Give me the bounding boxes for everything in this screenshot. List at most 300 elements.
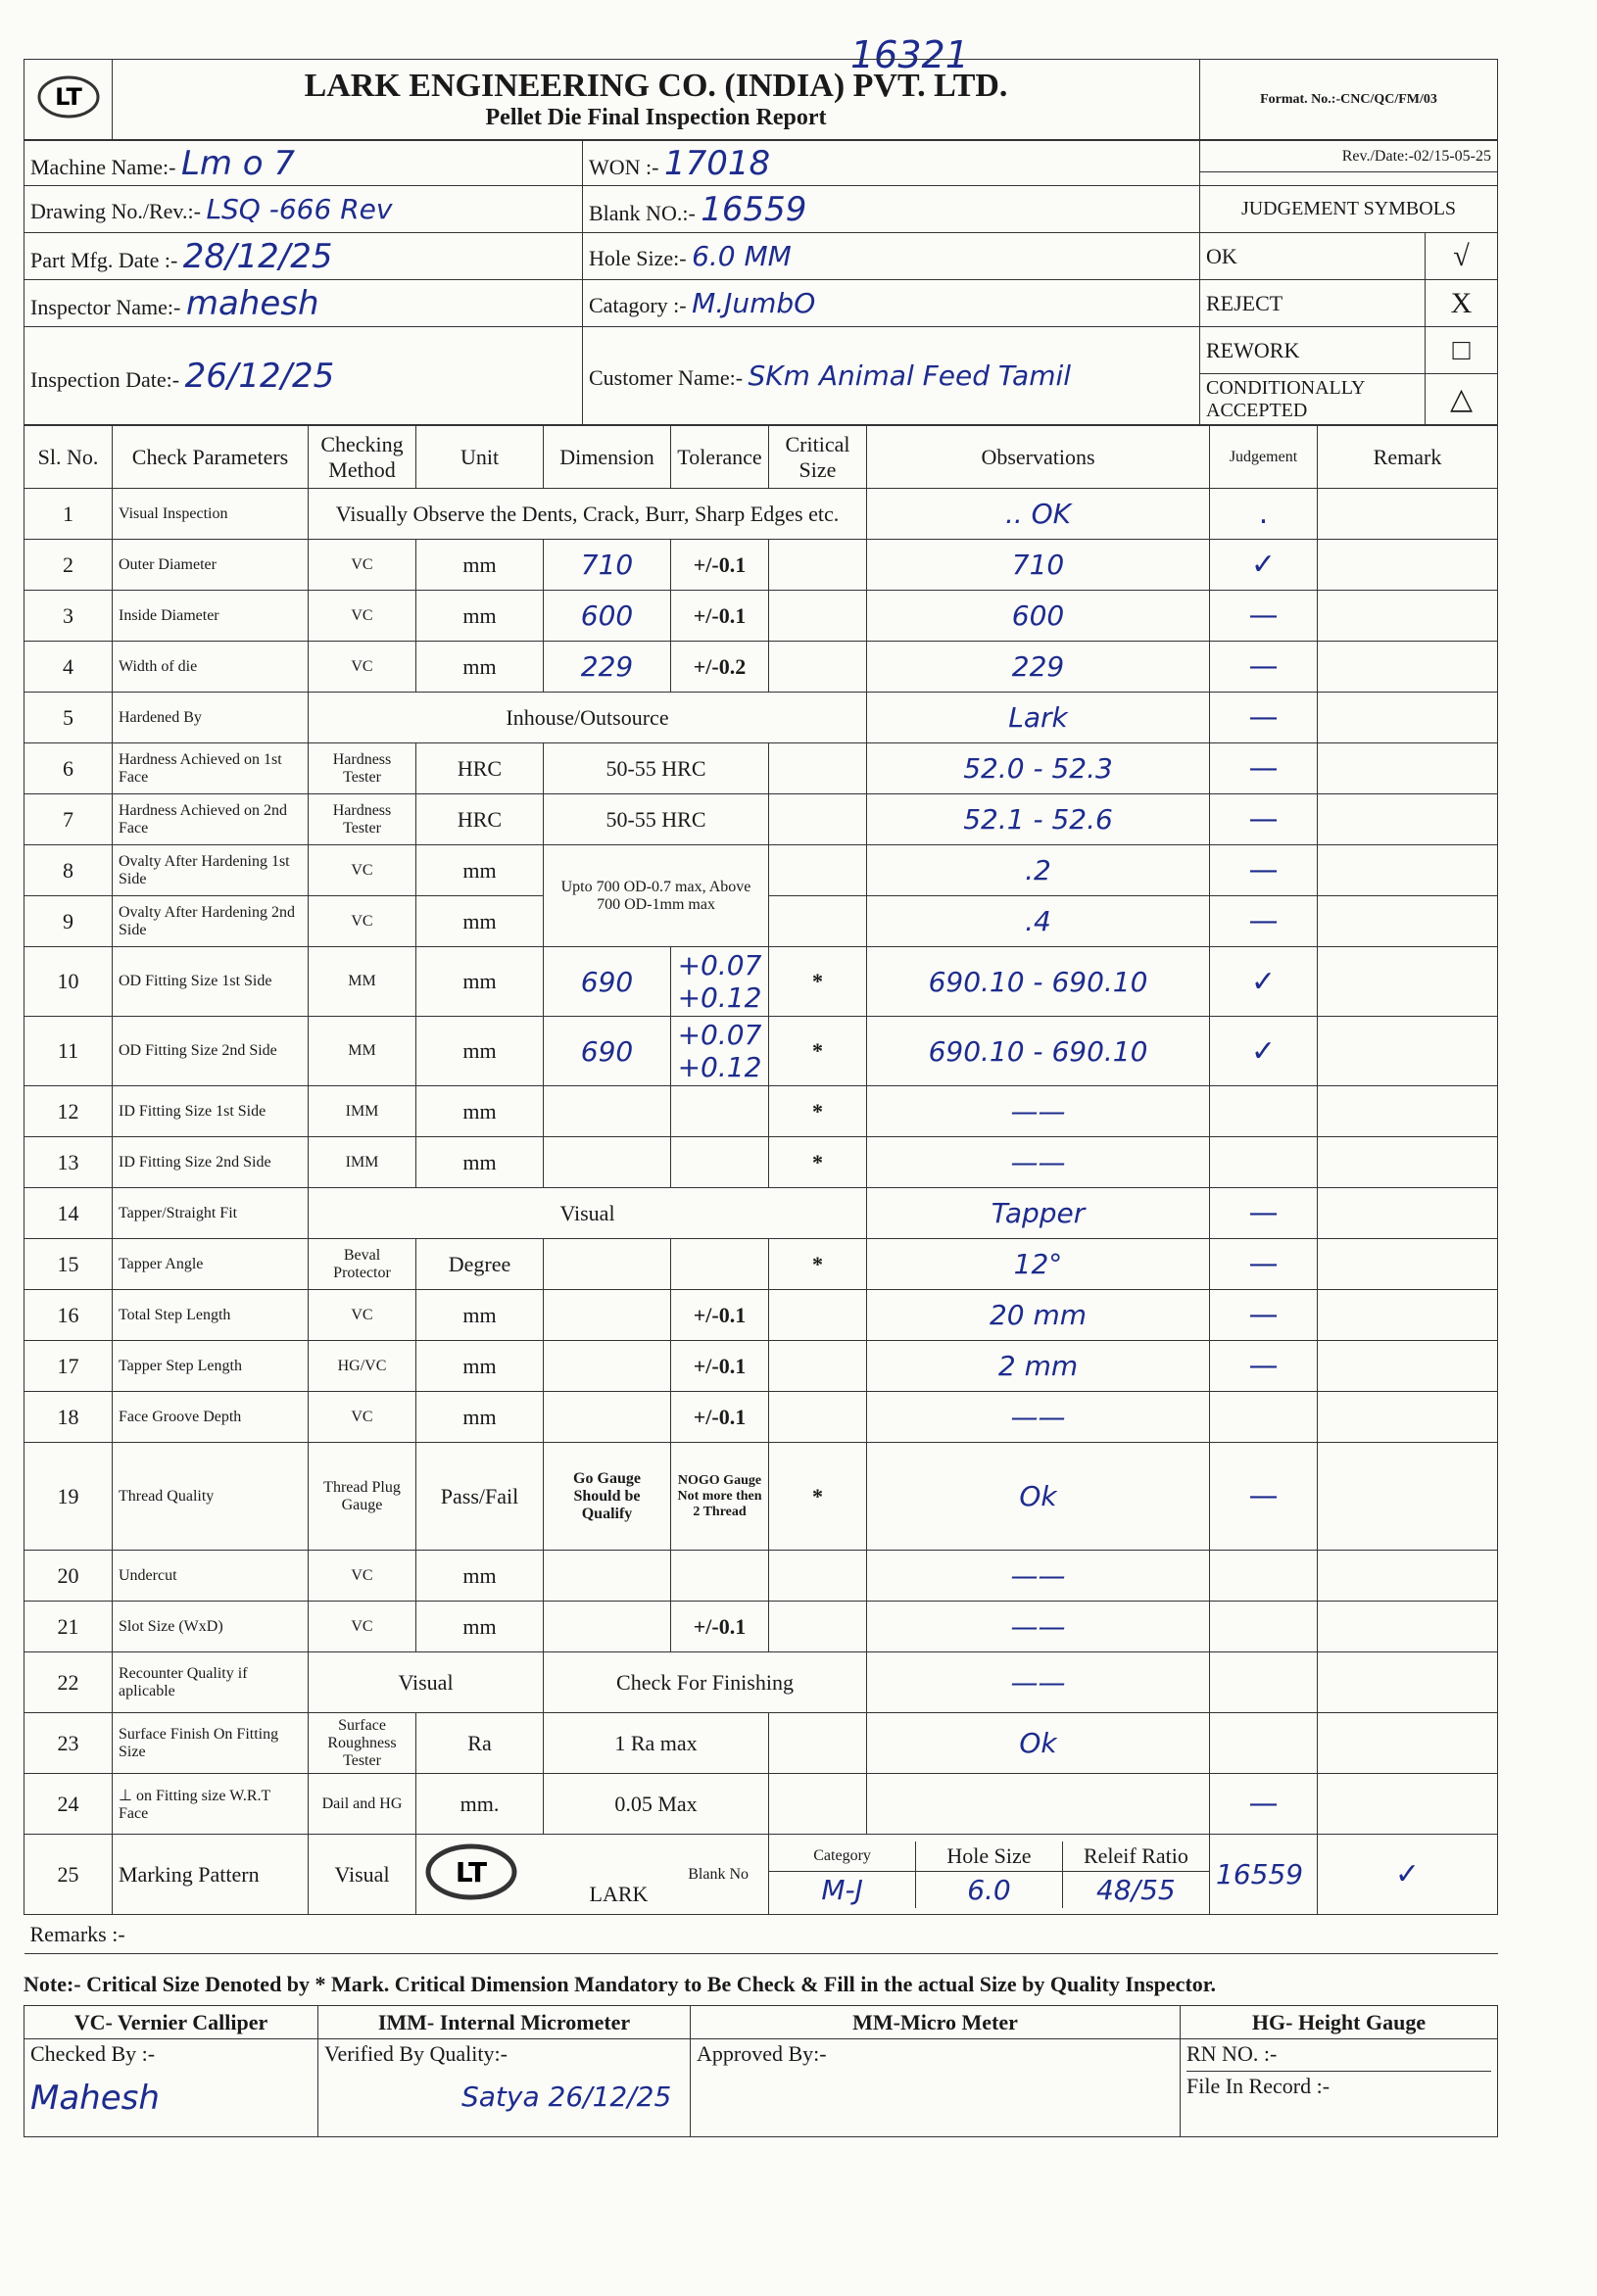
row-observation: —— [867, 1137, 1210, 1188]
row-no: 25 [24, 1835, 113, 1915]
symbol-rework-label: REWORK [1200, 327, 1426, 374]
legend-mm: MM-Micro Meter [691, 2006, 1181, 2039]
inspection-sheet [24, 59, 1497, 2137]
row-judgement: — [1210, 591, 1318, 642]
row-method: VC [309, 1551, 416, 1602]
row-tolerance: NOGO Gauge Not more then 2 Thread [671, 1443, 769, 1551]
table-row [24, 1290, 1498, 1341]
row-method: IMM [309, 1086, 416, 1137]
row-critical [769, 1713, 867, 1774]
row-tolerance: +/-0.1 [671, 591, 769, 642]
row-dimension [544, 1290, 671, 1341]
row-param: Hardness Achieved on 1st Face [113, 743, 309, 794]
row-observation: Ok [867, 1713, 1210, 1774]
row-param: Inside Diameter [113, 591, 309, 642]
table-row [24, 1774, 1498, 1835]
row-param: Undercut [113, 1551, 309, 1602]
row-method: Beval Protector [309, 1239, 416, 1290]
row-spec: Upto 700 OD-0.7 max, Above 700 OD-1mm max [544, 845, 769, 947]
row-dimension: 690 [544, 1017, 671, 1086]
svg-text:LT: LT [455, 1855, 488, 1889]
row-param: Recounter Quality if aplicable [113, 1652, 309, 1713]
row-observation: 690.10 - 690.10 [867, 1017, 1210, 1086]
row-unit: Degree [416, 1239, 544, 1290]
legend-vc: VC- Vernier Calliper [24, 2006, 318, 2039]
row-remark [1318, 845, 1498, 896]
row-method: VC [309, 540, 416, 591]
row-no: 22 [24, 1652, 113, 1713]
row-judgement: — [1210, 1290, 1318, 1341]
row-unit: HRC [416, 794, 544, 845]
hole-size-val: 6.0 [916, 1871, 1063, 1908]
row-observation: .4 [867, 896, 1210, 947]
row-observation: Tapper [867, 1188, 1210, 1239]
row-param: Total Step Length [113, 1290, 309, 1341]
row-dimension: 690 [544, 947, 671, 1017]
row-judgement: ✓ [1318, 1835, 1498, 1915]
row-unit: mm [416, 1551, 544, 1602]
row-no: 13 [24, 1137, 113, 1188]
lark-mark: LARK [589, 1881, 649, 1906]
row-observation: 20 mm [867, 1290, 1210, 1341]
table-row [24, 591, 1498, 642]
col-observations: Observations [867, 426, 1210, 489]
row-no: 10 [24, 947, 113, 1017]
hole-size-value: 6.0 MM [692, 240, 792, 272]
row-method: HG/VC [309, 1341, 416, 1392]
row-param: OD Fitting Size 1st Side [113, 947, 309, 1017]
row-param: Tapper/Straight Fit [113, 1188, 309, 1239]
mfg-date-label: Part Mfg. Date :- [30, 247, 178, 272]
row-observation: .2 [867, 845, 1210, 896]
remarks-label: Remarks :- [24, 1915, 1498, 1954]
row-critical [769, 743, 867, 794]
company-logo-icon [24, 60, 113, 140]
row-spec: 1 Ra max [544, 1713, 769, 1774]
row-dimension: 710 [544, 540, 671, 591]
row-remark [1318, 591, 1498, 642]
row-remark [1318, 1443, 1498, 1551]
row-dimension: 600 [544, 591, 671, 642]
row-observation: —— [867, 1392, 1210, 1443]
insp-date-label: Inspection Date:- [30, 366, 180, 392]
row-critical [769, 591, 867, 642]
row-dimension: Go Gauge Should be Qualify [544, 1443, 671, 1551]
category-label: Catagory :- [589, 293, 687, 317]
row-no: 17 [24, 1341, 113, 1392]
table-row [24, 489, 1498, 540]
col-checking-method: Checking Method [309, 426, 416, 489]
row-unit: HRC [416, 743, 544, 794]
row-param: Hardness Achieved on 2nd Face [113, 794, 309, 845]
row-observation: 12° [867, 1239, 1210, 1290]
machine-label: Machine Name:- [30, 154, 176, 179]
row-no: 24 [24, 1774, 113, 1835]
blank-no-head: Blank No [688, 1865, 750, 1883]
row-critical [769, 1290, 867, 1341]
col-critical-size: Critical Size [769, 426, 867, 489]
file-in-record-label: File In Record :- [1186, 2071, 1491, 2099]
judgement-symbols-title: JUDGEMENT SYMBOLS [1200, 186, 1498, 233]
row-critical [769, 642, 867, 693]
row-judgement: — [1210, 1188, 1318, 1239]
row-judgement: ✓ [1210, 540, 1318, 591]
row-remark [1318, 947, 1498, 1017]
row-remark [1318, 1239, 1498, 1290]
row-critical [769, 896, 867, 947]
row-judgement: — [1210, 1443, 1318, 1551]
row-critical: * [769, 1239, 867, 1290]
row-param: ID Fitting Size 2nd Side [113, 1137, 309, 1188]
col-judgement: Judgement [1210, 426, 1318, 489]
row-param: Outer Diameter [113, 540, 309, 591]
row-remark [1318, 896, 1498, 947]
row-unit: mm [416, 1290, 544, 1341]
row-no: 12 [24, 1086, 113, 1137]
row-critical [769, 1341, 867, 1392]
blank-value: 16559 [701, 189, 807, 229]
row-spec: 50-55 HRC [544, 794, 769, 845]
row-remark [1318, 693, 1498, 743]
table-row [24, 1341, 1498, 1392]
row-method: VC [309, 896, 416, 947]
format-no: Format. No.:-CNC/QC/FM/03 [1200, 60, 1498, 140]
row-observation: —— [867, 1551, 1210, 1602]
rev-date: Rev./Date:-02/15-05-25 [1200, 141, 1498, 172]
row-merged: Visually Observe the Dents, Crack, Burr, Sharp Edges etc. [309, 489, 867, 540]
row-dimension [544, 1392, 671, 1443]
row-judgement: — [1210, 794, 1318, 845]
col-dimension: Dimension [544, 426, 671, 489]
row-tolerance: +0.07 +0.12 [671, 947, 769, 1017]
row-unit: Pass/Fail [416, 1443, 544, 1551]
row-unit: mm [416, 947, 544, 1017]
row-method: Visual [309, 1835, 416, 1915]
row-no: 16 [24, 1290, 113, 1341]
row-critical [769, 845, 867, 896]
row-param: ID Fitting Size 1st Side [113, 1086, 309, 1137]
row-judgement [1210, 1392, 1318, 1443]
row-dimension [544, 1602, 671, 1652]
blank-no-val: 16559 [1210, 1835, 1318, 1915]
relief-ratio-head: Releif Ratio [1083, 1842, 1188, 1868]
row-no: 3 [24, 591, 113, 642]
company-name: LARK ENGINEERING CO. (INDIA) PVT. LTD. [304, 68, 1008, 104]
table-row [24, 693, 1498, 743]
header-table [24, 59, 1498, 140]
row-observation: Ok [867, 1443, 1210, 1551]
row-remark [1318, 540, 1498, 591]
row-method: VC [309, 845, 416, 896]
row-remark [1318, 1774, 1498, 1835]
table-row [24, 1017, 1498, 1086]
row-observation: 710 [867, 540, 1210, 591]
blank-label: Blank NO.:- [589, 200, 696, 225]
row-unit: mm. [416, 1774, 544, 1835]
category-head: Category [769, 1842, 916, 1872]
row-judgement: — [1210, 642, 1318, 693]
row-unit: mm [416, 642, 544, 693]
table-row [24, 1602, 1498, 1652]
row-judgement: — [1210, 693, 1318, 743]
row-unit: mm [416, 540, 544, 591]
symbol-rework: □ [1426, 327, 1498, 374]
row-tolerance: +/-0.1 [671, 1290, 769, 1341]
row-judgement: ✓ [1210, 947, 1318, 1017]
parameters-table [24, 425, 1498, 1954]
row-observation: Lark [867, 693, 1210, 743]
row-judgement [1210, 1137, 1318, 1188]
row-tolerance: +/-0.1 [671, 1602, 769, 1652]
col-check-parameters: Check Parameters [113, 426, 309, 489]
row-method: VC [309, 1602, 416, 1652]
row-remark [1318, 1290, 1498, 1341]
row-unit: mm [416, 1086, 544, 1137]
col-remark: Remark [1318, 426, 1498, 489]
won-label: WON :- [589, 154, 659, 179]
serial-number: 16321 [850, 33, 969, 76]
row-no: 15 [24, 1239, 113, 1290]
row-no: 18 [24, 1392, 113, 1443]
table-row [24, 1188, 1498, 1239]
row-param: Thread Quality [113, 1443, 309, 1551]
row-tolerance [671, 1551, 769, 1602]
row-observation: —— [867, 1652, 1210, 1713]
row-param: Ovalty After Hardening 1st Side [113, 845, 309, 896]
row-remark [1318, 1551, 1498, 1602]
inspector-label: Inspector Name:- [30, 294, 181, 319]
symbol-ok-label: OK [1200, 233, 1426, 280]
row-judgement: — [1210, 845, 1318, 896]
row-judgement: . [1210, 489, 1318, 540]
row-method: IMM [309, 1137, 416, 1188]
row-param: Face Groove Depth [113, 1392, 309, 1443]
table-row [24, 794, 1498, 845]
row-method: Hardness Tester [309, 743, 416, 794]
category-val: M-J [769, 1871, 916, 1908]
row-critical: * [769, 1017, 867, 1086]
row-dimension [544, 1551, 671, 1602]
row-critical: * [769, 1443, 867, 1551]
row-critical [769, 794, 867, 845]
row-judgement: — [1210, 743, 1318, 794]
row-param: Marking Pattern [113, 1835, 309, 1915]
row-remark [1318, 743, 1498, 794]
row-critical: * [769, 1086, 867, 1137]
row-critical [769, 1602, 867, 1652]
row-param: Hardened By [113, 693, 309, 743]
row-method: VC [309, 591, 416, 642]
row-critical [769, 1551, 867, 1602]
row-remark [1318, 1392, 1498, 1443]
row-judgement: — [1210, 896, 1318, 947]
table-header-row [24, 426, 1498, 489]
won-value: 17018 [663, 143, 771, 183]
row-remark [1318, 1086, 1498, 1137]
row-unit: mm [416, 1137, 544, 1188]
row-remark [1318, 1188, 1498, 1239]
row-no: 8 [24, 845, 113, 896]
row-tolerance: +/-0.2 [671, 642, 769, 693]
symbol-conditional: △ [1426, 374, 1498, 425]
table-row [24, 1137, 1498, 1188]
row-observation: —— [867, 1086, 1210, 1137]
row-no: 1 [24, 489, 113, 540]
svg-text:LT: LT [54, 82, 82, 111]
row-observation: 229 [867, 642, 1210, 693]
row-method: Surface Roughness Tester [309, 1713, 416, 1774]
row-spec: 0.05 Max [544, 1774, 769, 1835]
row-no: 14 [24, 1188, 113, 1239]
row-method: VC [309, 1392, 416, 1443]
row-remark [1318, 1017, 1498, 1086]
inspector-value: mahesh [185, 283, 319, 323]
row-no: 21 [24, 1602, 113, 1652]
row-dimension [544, 1239, 671, 1290]
table-body [24, 489, 1498, 1835]
table-row [24, 1086, 1498, 1137]
hole-size-head: Hole Size [916, 1842, 1063, 1872]
row-unit: mm [416, 591, 544, 642]
row-method: Thread Plug Gauge [309, 1443, 416, 1551]
row-method: VC [309, 1290, 416, 1341]
row-judgement: — [1210, 1341, 1318, 1392]
row-dimension [544, 1137, 671, 1188]
row-unit: mm [416, 896, 544, 947]
table-row [24, 1239, 1498, 1290]
approved-by-label: Approved By:- [691, 2039, 1181, 2137]
row-param: Width of die [113, 642, 309, 693]
row-remark [1318, 1341, 1498, 1392]
table-row [24, 845, 1498, 896]
col-tolerance: Tolerance [671, 426, 769, 489]
row-unit: mm [416, 845, 544, 896]
row-observation: 690.10 - 690.10 [867, 947, 1210, 1017]
row-critical [769, 1392, 867, 1443]
critical-note: Note:- Critical Size Denoted by * Mark. Critical Dimension Mandatory to Be Check & Fill in the actual Size by Quality Inspector. [24, 1972, 1217, 1996]
table-row [24, 1392, 1498, 1443]
row-no: 6 [24, 743, 113, 794]
row-param: Tapper Angle [113, 1239, 309, 1290]
row-tolerance: +0.07 +0.12 [671, 1017, 769, 1086]
hole-size-label: Hole Size:- [589, 246, 687, 270]
table-row [24, 1713, 1498, 1774]
row-method: Dail and HG [309, 1774, 416, 1835]
row-unit: mm [416, 1341, 544, 1392]
row-observation: 600 [867, 591, 1210, 642]
row-param: ⊥ on Fitting size W.R.T Face [113, 1774, 309, 1835]
row-unit: mm [416, 1602, 544, 1652]
row-param: Visual Inspection [113, 489, 309, 540]
row-critical: * [769, 947, 867, 1017]
row-method: VC [309, 642, 416, 693]
table-row [24, 743, 1498, 794]
row-dimension [544, 1341, 671, 1392]
row-critical [769, 540, 867, 591]
symbol-reject: X [1426, 280, 1498, 327]
legend-imm: IMM- Internal Micrometer [318, 2006, 691, 2039]
row-merged: Visual [309, 1188, 867, 1239]
row-no: 9 [24, 896, 113, 947]
row-judgement: — [1210, 1774, 1318, 1835]
drawing-value: LSQ -666 Rev [206, 193, 393, 225]
mfg-date-value: 28/12/25 [182, 236, 333, 276]
row-merged: Inhouse/Outsource [309, 693, 867, 743]
table-row [24, 1551, 1498, 1602]
row-observation: 2 mm [867, 1341, 1210, 1392]
row-remark [1318, 1713, 1498, 1774]
table-row [24, 1443, 1498, 1551]
row-observation [867, 1774, 1210, 1835]
row-param: Slot Size (WxD) [113, 1602, 309, 1652]
row-tolerance [671, 1086, 769, 1137]
drawing-label: Drawing No./Rev.:- [30, 199, 201, 223]
row-judgement [1210, 1602, 1318, 1652]
report-title: Pellet Die Final Inspection Report [485, 105, 827, 130]
row-method: MM [309, 1017, 416, 1086]
row-remark [1318, 1137, 1498, 1188]
row-critical [769, 1774, 867, 1835]
row-tolerance [671, 1137, 769, 1188]
row-no: 2 [24, 540, 113, 591]
table-row [24, 947, 1498, 1017]
symbol-conditional-label: CONDITIONALLY ACCEPTED [1200, 374, 1426, 425]
row-no: 7 [24, 794, 113, 845]
rn-no-label: RN NO. :- [1186, 2041, 1278, 2066]
table-row-25 [24, 1835, 1498, 1915]
table-row [24, 1652, 1498, 1713]
row-no: 19 [24, 1443, 113, 1551]
lark-logo-icon [416, 1841, 569, 1909]
row-remark [1318, 642, 1498, 693]
row-tolerance [671, 1239, 769, 1290]
row-param: Tapper Step Length [113, 1341, 309, 1392]
row-method: MM [309, 947, 416, 1017]
footer-table [24, 2005, 1498, 2137]
row-dim-merged: Check For Finishing [544, 1652, 867, 1713]
row-dimension: 229 [544, 642, 671, 693]
row-param: Ovalty After Hardening 2nd Side [113, 896, 309, 947]
checked-by-label: Checked By :- [30, 2041, 156, 2066]
row-no: 20 [24, 1551, 113, 1602]
col-unit: Unit [416, 426, 544, 489]
row-tolerance: +/-0.1 [671, 1392, 769, 1443]
row-critical: * [769, 1137, 867, 1188]
row-no: 5 [24, 693, 113, 743]
row-unit: mm [416, 1017, 544, 1086]
row-unit: mm [416, 1392, 544, 1443]
row-no: 11 [24, 1017, 113, 1086]
row-remark [1318, 1652, 1498, 1713]
row-spec: 50-55 HRC [544, 743, 769, 794]
table-row [24, 540, 1498, 591]
row-judgement: ✓ [1210, 1017, 1318, 1086]
row-method: Hardness Tester [309, 794, 416, 845]
row-no: 23 [24, 1713, 113, 1774]
row-param: OD Fitting Size 2nd Side [113, 1017, 309, 1086]
row-remark [1318, 794, 1498, 845]
insp-date-value: 26/12/25 [184, 356, 335, 396]
symbol-ok: √ [1426, 233, 1498, 280]
relief-ratio-val: 48/55 [1062, 1871, 1209, 1908]
row-param: Surface Finish On Fitting Size [113, 1713, 309, 1774]
row-no: 4 [24, 642, 113, 693]
checked-by-signature: Mahesh [30, 2079, 160, 2118]
machine-value: Lm o 7 [180, 143, 296, 183]
row-method-merged: Visual [309, 1652, 544, 1713]
table-row [24, 642, 1498, 693]
verified-by-signature: Satya 26/12/25 [461, 2081, 672, 2113]
